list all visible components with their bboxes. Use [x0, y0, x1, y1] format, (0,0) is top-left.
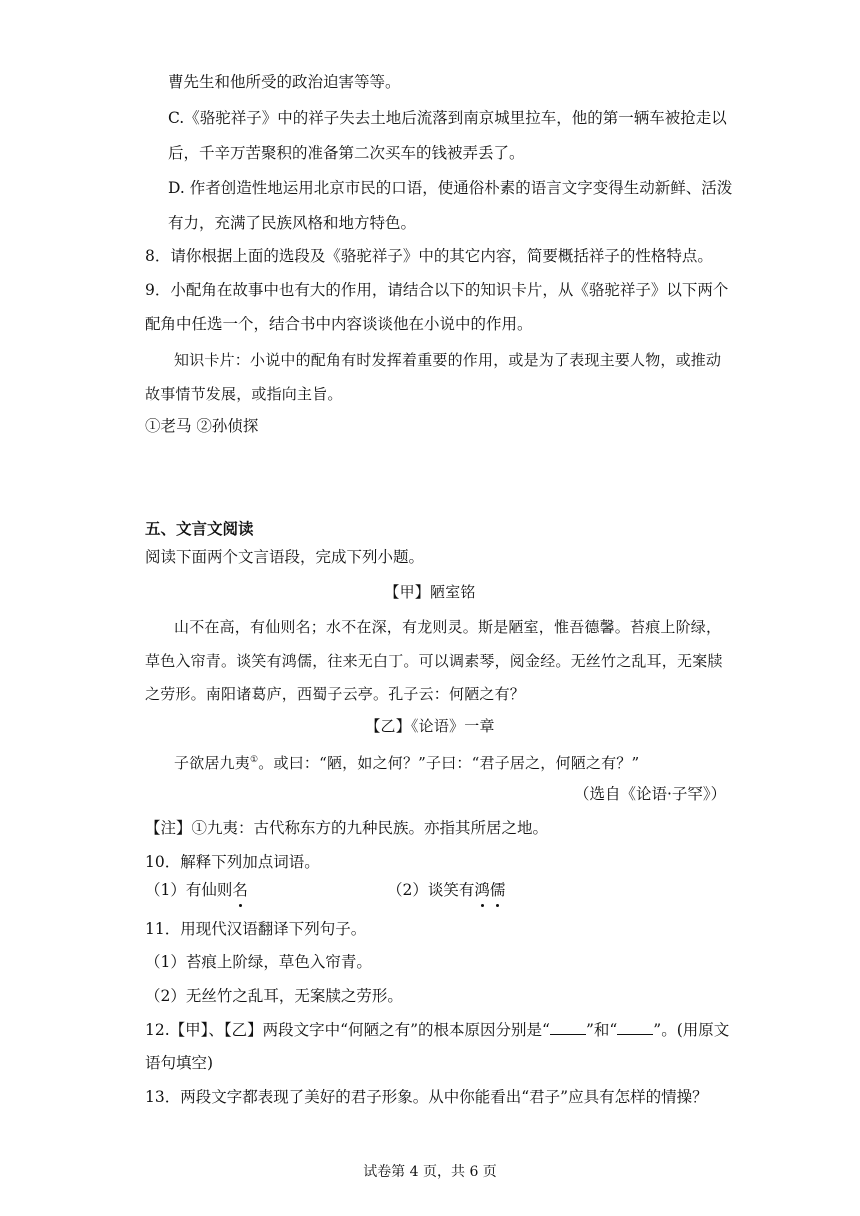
question-12-text-b: ”和“ — [585, 1021, 618, 1039]
passage-yi-text-a: 子欲居九夷 — [174, 754, 251, 772]
section-5-intro: 阅读下面两个文言语段，完成下列小题。 — [145, 548, 425, 566]
option-c-line2: 后，千辛万苦聚积的准备第二次买车的钱被弄丢了。 — [168, 144, 525, 162]
question-10-item2-text: （2）谈笑有 — [387, 881, 475, 899]
option-d-line2: 有力，充满了民族风格和地方特色。 — [168, 214, 417, 232]
knowledge-card-line2: 故事情节发展，或指向主旨。 — [145, 385, 343, 403]
question-9-line1: 9．小配角在故事中也有大的作用，请结合以下的知识卡片，从《骆驼祥子》以下两个 — [145, 281, 729, 299]
passage-jia-line1: 山不在高，有仙则名；水不在深，有龙则灵。斯是陋室，惟吾德馨。苔痕上阶绿， — [174, 618, 722, 636]
passage-jia-line2: 草色入帘青。谈笑有鸿儒，往来无白丁。可以调素琴，阅金经。无丝竹之乱耳，无案牍 — [145, 652, 723, 670]
passage-yi-line1 — [174, 750, 639, 773]
question-12-line1 — [145, 1020, 729, 1040]
question-10-item2 — [387, 880, 505, 900]
passage-jia-title: 【甲】陋室铭 — [384, 583, 476, 601]
question-11-item2: （2）无丝竹之乱耳，无案牍之劳形。 — [145, 987, 403, 1005]
knowledge-card-line1: 知识卡片：小说中的配角有时发挥着重要的作用，或是为了表现主要人物，或推动 — [174, 351, 722, 369]
question-9-line2: 配角中任选一个，结合书中内容谈谈他在小说中的作用。 — [145, 315, 533, 333]
question-10-item1 — [145, 880, 248, 900]
page-footer: 试卷第 4 页，共 6 页 — [363, 1164, 497, 1180]
question-12-text-c: ”。(用原文 — [653, 1021, 730, 1039]
option-b-continuation: 曹先生和他所受的政治迫害等等。 — [168, 73, 401, 91]
answer-blank-2[interactable] — [617, 1020, 653, 1035]
question-13: 13．两段文字都表现了美好的君子形象。从中你能看出“君子”应具有怎样的情操？ — [145, 1088, 708, 1106]
dotted-word-ru: 儒 — [489, 881, 506, 899]
passage-yi-source: （选自《论语·子罕》） — [574, 785, 727, 803]
section-5-heading: 五、文言文阅读 — [145, 519, 254, 538]
question-8: 8．请你根据上面的选段及《骆驼祥子》中的其它内容，简要概括祥子的性格特点。 — [145, 247, 713, 265]
dotted-word-ming: 名 — [232, 881, 248, 899]
dotted-word-hong: 鸿 — [474, 881, 490, 899]
question-12-text-a: 12.【甲】、【乙】两段文字中“何陋之有”的根本原因分别是“ — [145, 1021, 550, 1039]
annotation-note: 【注】①九夷：古代称东方的九种民族。亦指其所居之地。 — [145, 819, 549, 837]
footnote-marker: ① — [250, 755, 259, 765]
question-12-line2: 语句填空) — [145, 1054, 214, 1072]
question-11: 11．用现代汉语翻译下列句子。 — [145, 920, 367, 938]
question-10-item1-text: （1）有仙则 — [145, 881, 233, 899]
option-c-line1: C.《骆驼祥子》中的祥子失去土地后流落到南京城里拉车，他的第一辆车被抢走以 — [168, 109, 727, 127]
passage-jia-line3: 之劳形。南阳诸葛庐，西蜀子云亭。孔子云：何陋之有？ — [145, 685, 526, 703]
passage-yi-text-b: 。或曰：“陋，如之何？”子曰：“君子居之，何陋之有？” — [258, 754, 640, 772]
option-d-line1: D. 作者创造性地运用北京市民的口语，使通俗朴素的语言文字变得生动新鲜、活泼 — [168, 179, 733, 197]
answer-blank-1[interactable] — [550, 1020, 586, 1035]
question-9-options: ①老马 ②孙侦探 — [145, 417, 259, 435]
passage-yi-title: 【乙】《论语》一章 — [365, 717, 495, 735]
question-11-item1: （1）苔痕上阶绿，草色入帘青。 — [145, 953, 372, 971]
question-10: 10．解释下列加点词语。 — [145, 853, 320, 871]
